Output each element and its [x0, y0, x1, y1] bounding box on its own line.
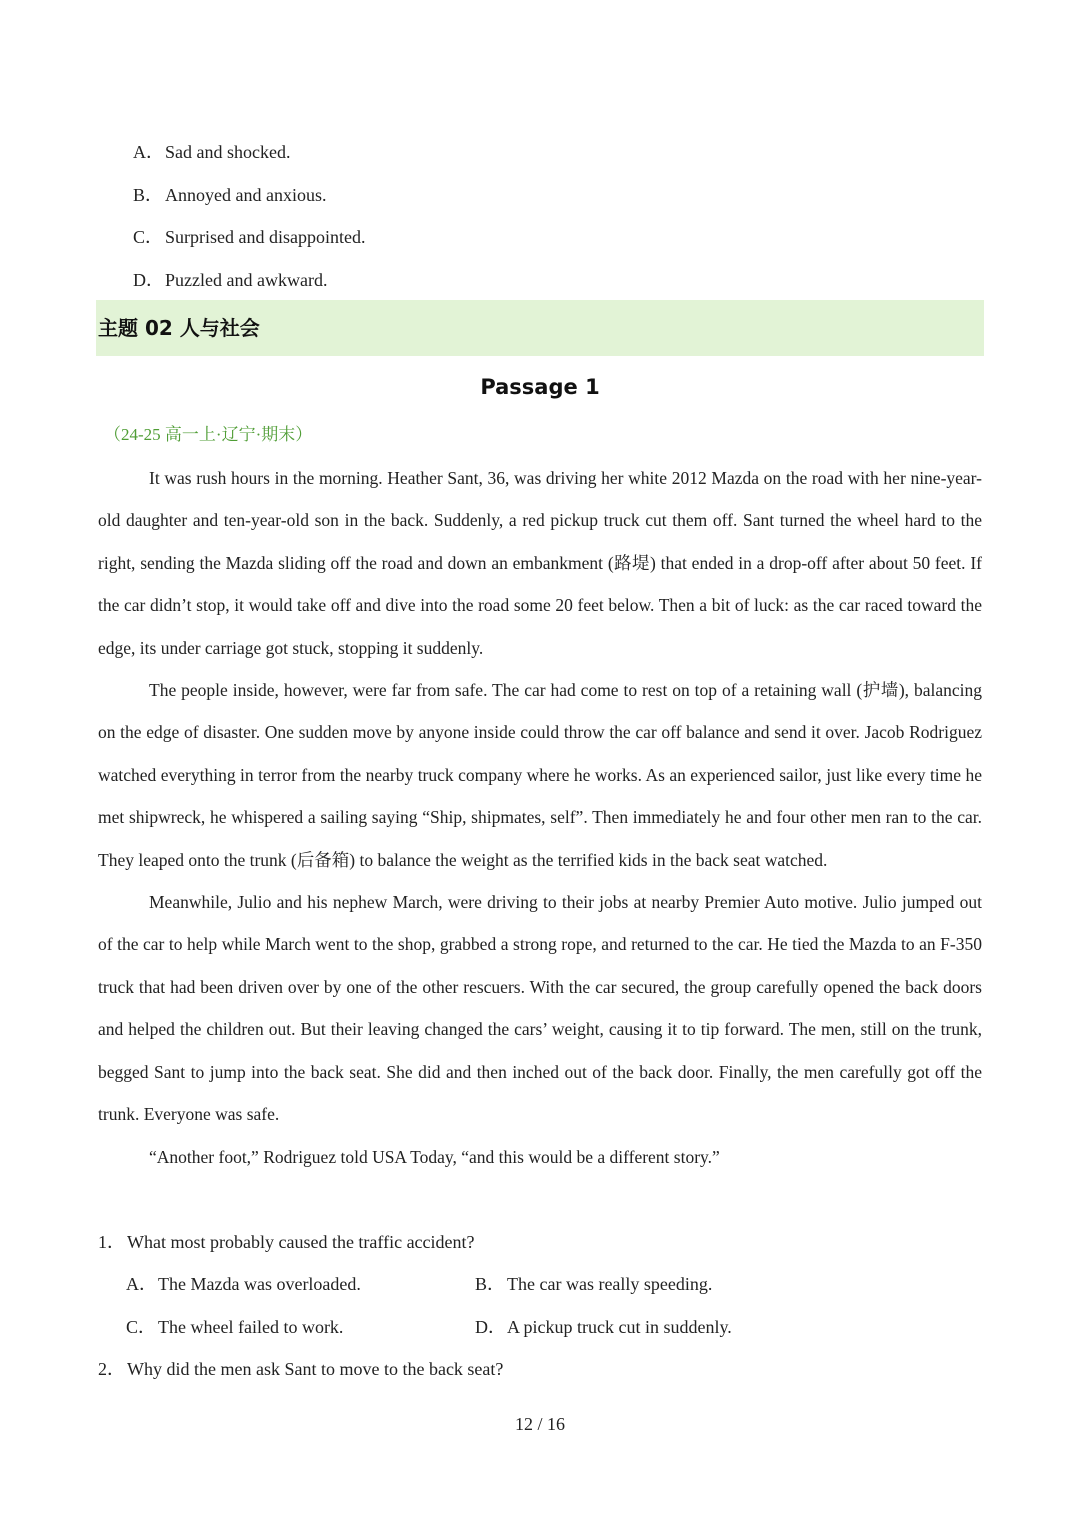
question-2 — [98, 1357, 503, 1381]
option-letter: D． — [475, 1317, 506, 1337]
theme-title: 主题 02 人与社会 — [98, 316, 260, 340]
option-text: Annoyed and anxious. — [165, 185, 327, 205]
paragraph: Meanwhile, Julio and his nephew March, were driving to their jobs at nearby Premier Auto motive. Julio jumped out of the car to help while March went to the shop, grabbed a strong rope, and returned to the car. He tied the Mazda to an F-350 truck that had been driven over by one of the other rescuers. With the car secured, the group carefully opened the back doors and helped the children out. But their leaving changed the cars’ weight, causing it to tip forward. The men, still on the trunk, begged Sant to jump into the back seat. She did and then inched out of the back door. Finally, the men carefully got off the trunk. Everyone was safe. — [98, 892, 982, 1125]
q1-option-a — [126, 1272, 361, 1296]
passage-source: （24-25 高一上·辽宁·期末） — [104, 425, 313, 444]
paragraph: “Another foot,” Rodriguez told USA Today, “and this would be a different story.” — [149, 1146, 720, 1167]
question-1 — [98, 1230, 475, 1254]
question-number: 2． — [98, 1359, 125, 1379]
option-c — [133, 225, 365, 249]
option-b — [133, 183, 326, 207]
page-number: 12 / 16 — [514, 1414, 565, 1434]
question-text: Why did the men ask Sant to move to the back seat? — [127, 1359, 504, 1379]
option-text: The car was really speeding. — [507, 1274, 713, 1294]
theme-banner — [96, 300, 984, 356]
option-text: A pickup truck cut in suddenly. — [507, 1317, 732, 1337]
q1-option-d — [475, 1315, 732, 1339]
option-a — [133, 140, 290, 164]
option-letter: A． — [126, 1274, 157, 1294]
option-letter: B． — [133, 185, 164, 205]
option-text: The Mazda was overloaded. — [158, 1274, 361, 1294]
option-letter: C． — [133, 227, 164, 247]
option-text: Sad and shocked. — [165, 142, 291, 162]
q1-option-b — [475, 1272, 712, 1296]
option-letter: B． — [475, 1274, 506, 1294]
option-text: The wheel failed to work. — [158, 1317, 344, 1337]
option-letter: D． — [133, 270, 164, 290]
option-text: Surprised and disappointed. — [165, 227, 366, 247]
option-text: Puzzled and awkward. — [165, 270, 328, 290]
passage-title: Passage 1 — [480, 375, 600, 399]
option-d — [133, 268, 327, 292]
question-number: 1． — [98, 1232, 125, 1252]
question-text: What most probably caused the traffic accident? — [127, 1232, 475, 1252]
q1-option-c — [126, 1315, 343, 1339]
paragraph: The people inside, however, were far from safe. The car had come to rest on top of a retaining wall (护墙), balancing on the edge of disaster. One sudden move by anyone inside could throw the car off balance and send it over. Jacob Rodriguez watched everything in terror from the nearby truck company where he works. As an experienced sailor, just like every time he met shipwreck, he whispered a sailing saying “Ship, shipmates, self”. Then immediately he and four other men ran to the car. They leaped onto the trunk (后备箱) to balance the weight as the terrified kids in the back seat watched. — [98, 680, 982, 870]
paragraph: It was rush hours in the morning. Heather Sant, 36, was driving her white 2012 Mazda on the road with her nine-year-old daughter and ten-year-old son in the back. Suddenly, a red pickup truck cut them off. Sant turned the wheel hard to the right, sending the Mazda sliding off the road and down an embankment (路堤) that ended in a drop-off after about 50 feet. If the car didn’t stop, it would take off and dive into the road some 20 feet below. Then a bit of luck: as the car raced toward the edge, its under carriage got stuck, stopping it suddenly. — [98, 468, 982, 658]
option-letter: C． — [126, 1317, 157, 1337]
passage-body — [98, 457, 982, 1178]
option-letter: A． — [133, 142, 164, 162]
